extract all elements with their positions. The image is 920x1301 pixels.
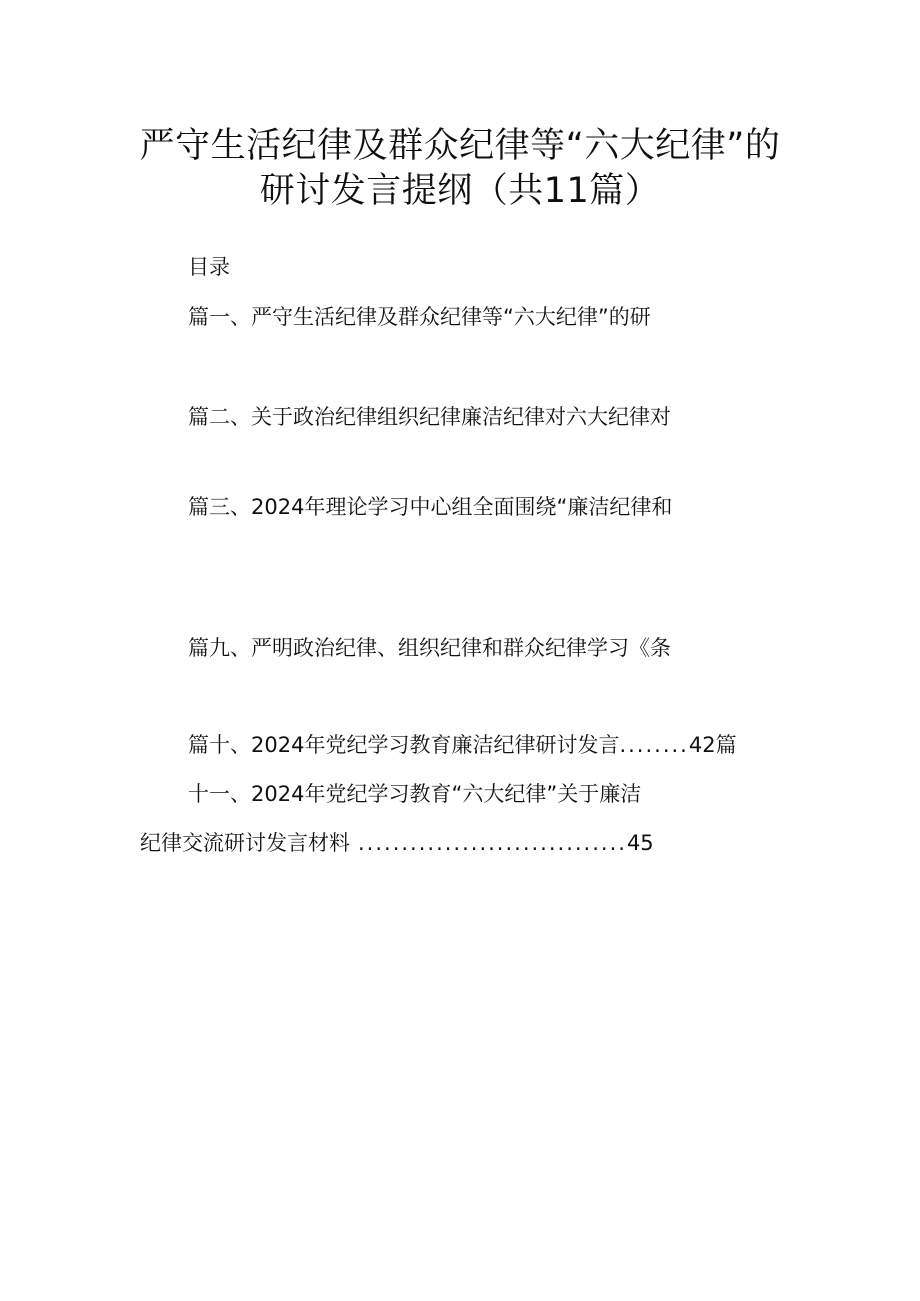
toc-entry-10 [188,732,737,758]
toc-entry-2: 篇二、关于政治纪律组织纪律廉洁纪律对六大纪律对 [188,405,671,429]
toc-leader-dots: ........ [619,733,689,757]
toc-entry-11-continued-text: 纪律交流研讨发言材料 [140,831,350,855]
toc-page-number: 45 [626,831,654,855]
page-title-line-2: 研讨发言提纲（共11篇） [259,171,661,211]
toc-entry-11-continued [140,830,654,856]
page-title-line-1: 严守生活纪律及群众纪律等“六大纪律”的 [139,126,781,166]
toc-entry-11: 十一、2024年党纪学习教育“六大纪律”关于廉洁 [188,782,642,806]
toc-entry-10-text: 篇十、2024年党纪学习教育廉洁纪律研讨发言 [188,733,620,757]
toc-page-number: 42 [688,733,716,757]
toc-entry-3: 篇三、2024年理论学习中心组全面围绕“廉洁纪律和 [188,495,673,519]
toc-entry-9: 篇九、严明政治纪律、组织纪律和群众纪律学习《条 [188,636,671,660]
toc-heading: 目录 [188,255,230,279]
toc-leader-dots: ............................... [358,831,627,855]
toc-entry-1: 篇一、严守生活纪律及群众纪律等“六大纪律”的研 [188,305,651,329]
toc-entry-10-trailing-text: 篇 [715,733,737,757]
